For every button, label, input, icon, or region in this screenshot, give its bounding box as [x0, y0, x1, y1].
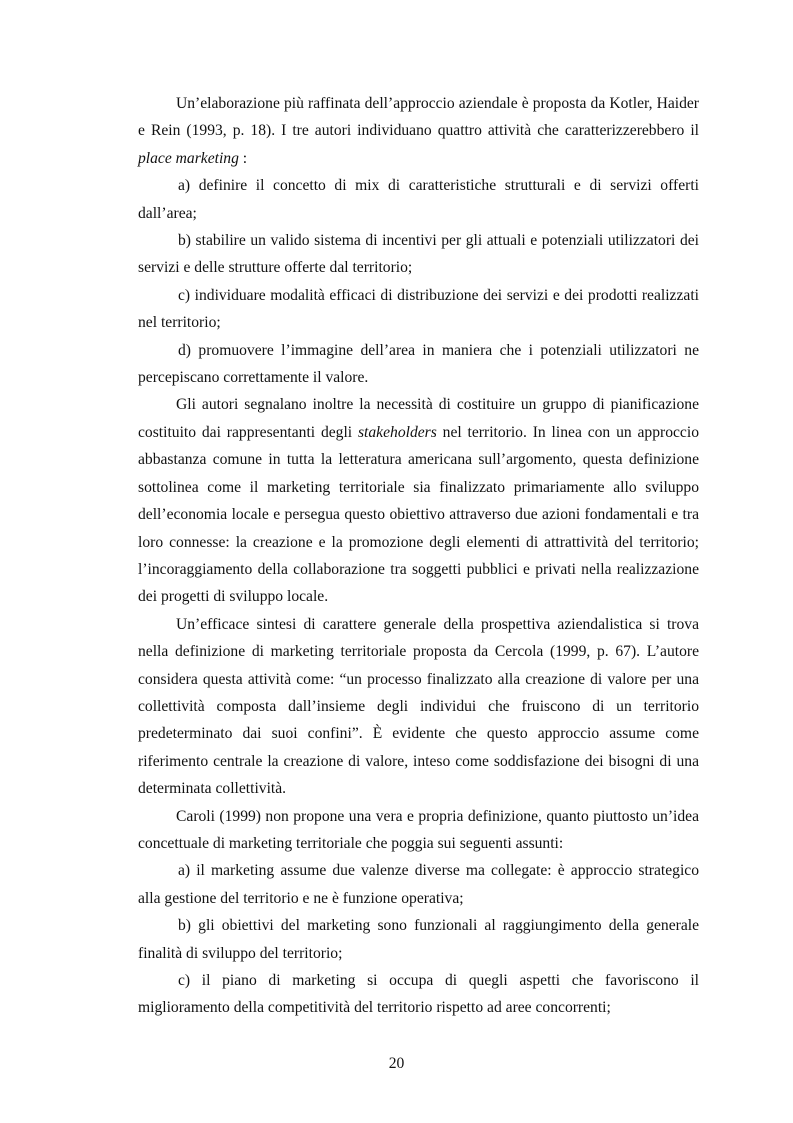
- paragraph-stakeholders: Gli autori segnalano inoltre la necessità di costituire un gruppo di pianificazione costituito dai rappresentanti degli stakeholders nel territorio. In linea con un approccio abbastanza comune in tutta la letteratura americana sull’argomento, questa definizione sottolinea come il marketing territoriale sia finalizzato primariamente allo sviluppo dell’economia locale e persegua questo obiettivo attraverso due azioni fondamentali e tra loro connesse: la creazione e la promozione degli elementi di attrattività del territorio; l’incoraggiamento della collaborazione tra soggetti pubblici e privati nella realizzazione dei progetti di sviluppo locale.: [138, 396, 699, 606]
- document-page: [138, 90, 699, 1022]
- list-item-a2: a) il marketing assume due valenze diverse ma collegate: è approccio strategico alla gestione del territorio e ne è funzione operativa;: [138, 862, 699, 907]
- list-item-a: a) definire il concetto di mix di caratteristiche strutturali e di servizi offerti dall’area;: [138, 177, 699, 222]
- list-item-b2: b) gli obiettivi del marketing sono funzionali al raggiungimento della generale finalità di sviluppo del territorio;: [138, 917, 699, 962]
- paragraph-cercola: Un’efficace sintesi di carattere generale della prospettiva aziendalistica si trova nella definizione di marketing territoriale proposta da Cercola (1999, p. 67). L’autore considera questa attività come: “un processo finalizzato alla creazione di valore per una collettività composta dall’insieme degli individui che fruiscono di un territorio predeterminato dai suoi confini”. È evidente che questo approccio assume come riferimento centrale la creazione di valore, inteso come soddisfazione dei bisogni di una determinata collettività.: [138, 615, 699, 798]
- page-number: 20: [388, 1055, 405, 1072]
- paragraph-intro: Un’elaborazione più raffinata dell’approccio aziendale è proposta da Kotler, Haider e Rein (1993, p. 18). I tre autori individuano quattro attività che caratterizzerebbero il place marketing :: [138, 95, 699, 167]
- list-item-c: c) individuare modalità efficaci di distribuzione dei servizi e dei prodotti realizzati nel territorio;: [138, 286, 699, 332]
- emphasis-stakeholders: stakeholders: [357, 423, 437, 441]
- list-item-d: d) promuovere l’immagine dell’area in maniera che i potenziali utilizzatori ne percepiscano correttamente il valore.: [138, 341, 699, 387]
- paragraph-caroli: Caroli (1999) non propone una vera e propria definizione, quanto piuttosto un’idea concettuale di marketing territoriale che poggia sui seguenti assunti:: [138, 807, 699, 852]
- list-item-c2: c) il piano di marketing si occupa di quegli aspetti che favoriscono il miglioramento della competitività del territorio rispetto ad aree concorrenti;: [138, 972, 699, 1017]
- list-item-b: b) stabilire un valido sistema di incentivi per gli attuali e potenziali utilizzatori dei servizi e delle strutture offerte dal territorio;: [138, 232, 699, 277]
- emphasis-place-marketing: place marketing: [138, 149, 239, 167]
